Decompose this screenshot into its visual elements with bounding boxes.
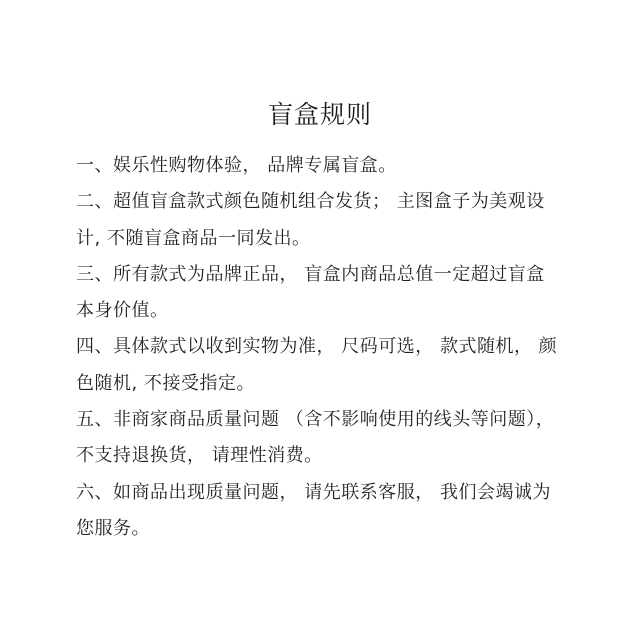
rule-line: 三、所有款式为品牌正品， 盲盒内商品总值一定超过盲盒 <box>76 263 545 285</box>
rule-line: 一、娱乐性购物体验， 品牌专属盲盒。 <box>76 155 397 176</box>
rule-line: 六、如商品出现质量问题， 请先联系客服， 我们会竭诚为 <box>76 481 551 503</box>
rule-line: 本身价值。 <box>76 300 169 322</box>
rule-line: 您服务。 <box>76 517 150 539</box>
rule-line: 计, 不随盲盒商品一同发出。 <box>76 227 311 249</box>
rule-line: 四、具体款式以收到实物为准， 尺码可选， 款式随机， 颜 <box>76 336 558 358</box>
rule-line: 不支持退换货， 请理性消费。 <box>76 445 323 467</box>
rule-line: 五、非商家商品质量问题 （含不影响使用的线头等问题）， <box>76 409 555 431</box>
rule-line: 二、超值盲盒款式颜色随机组合发货； 主图盒子为美观设 <box>76 191 545 213</box>
rule-line: 色随机, 不接受指定。 <box>76 372 255 394</box>
rules-list <box>76 148 576 547</box>
page-title: 盲盒规则 <box>267 100 372 129</box>
